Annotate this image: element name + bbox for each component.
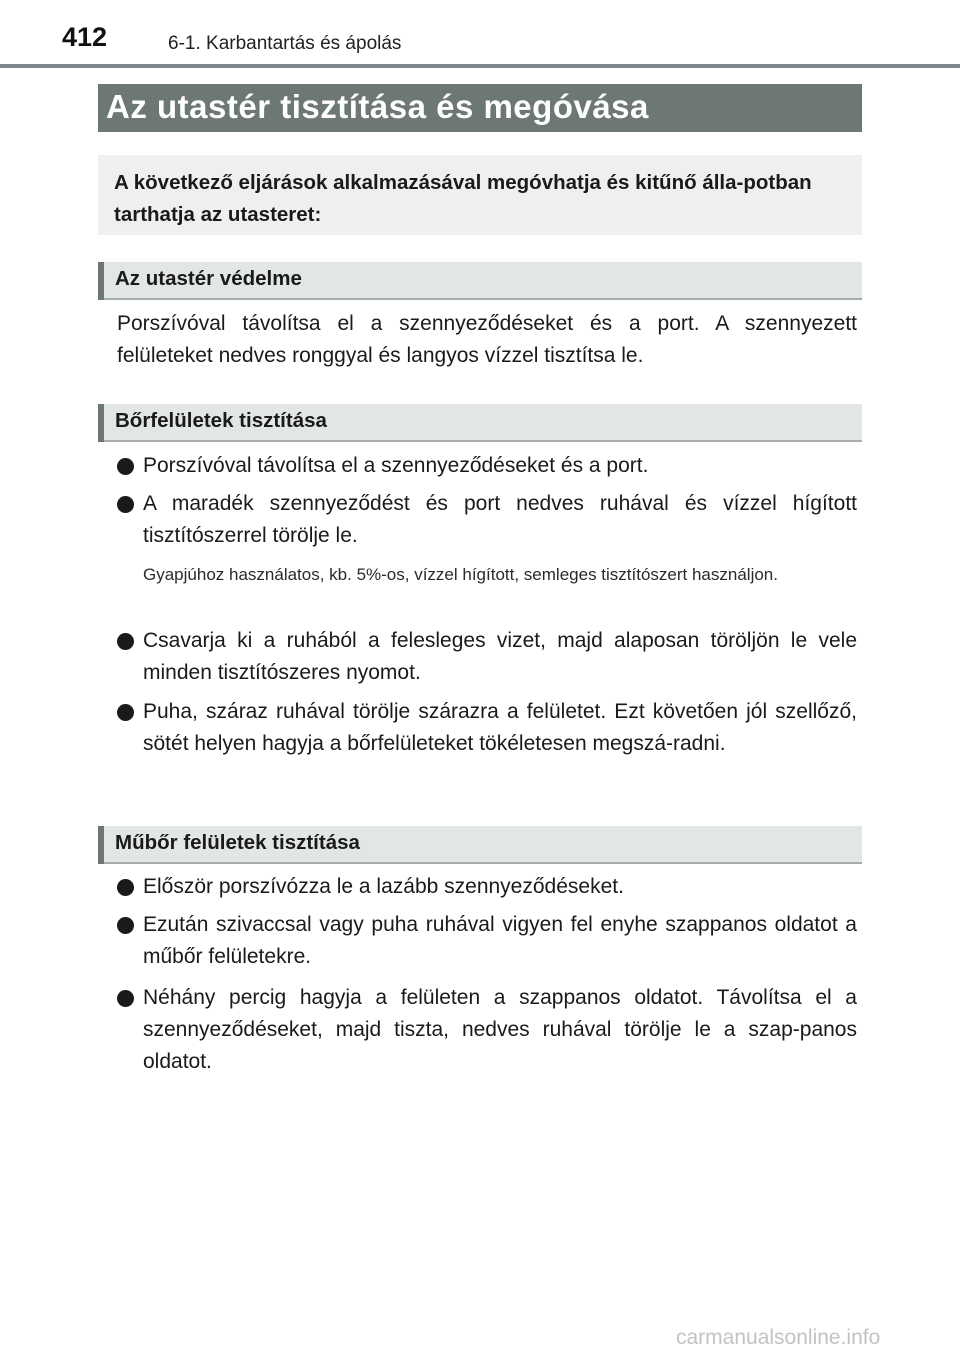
list-item-text: Ezután szivaccsal vagy puha ruhával vigyen fel enyhe szappanos oldatot a műbőr felületekre. bbox=[143, 913, 857, 968]
list-item-text: Először porszívózza le a lazább szennyeződéseket. bbox=[143, 875, 624, 898]
page-title-bar bbox=[98, 84, 862, 132]
section-heading-synthetic-leather bbox=[98, 826, 862, 864]
section-paragraph: Porszívóval távolítsa el a szennyeződéseket és a port. A szennyezett felületeket nedves ronggyal és langyos vízzel tisztítsa le. bbox=[117, 312, 857, 367]
bullet-icon bbox=[117, 704, 134, 721]
page-number: 412 bbox=[62, 22, 108, 52]
header-divider bbox=[0, 64, 960, 68]
chapter-title: 6-1. Karbantartás és ápolás bbox=[168, 33, 402, 54]
section-heading-leather bbox=[98, 404, 862, 442]
bullet-icon bbox=[117, 458, 134, 475]
bullet-icon bbox=[117, 879, 134, 896]
bullet-icon bbox=[117, 917, 134, 934]
page-header bbox=[0, 0, 960, 68]
list-item-text: Puha, száraz ruhával törölje szárazra a felületet. Ezt követően jól szellőző, sötét helyen hagyja a bőrfelületeket tökéletesen megszá-radni. bbox=[143, 700, 857, 755]
list-item bbox=[117, 450, 857, 482]
list-item-text: A maradék szennyeződést és port nedves ruhával és vízzel hígított tisztítószerrel törölje le. bbox=[143, 492, 857, 547]
watermark: carmanualsonline.info bbox=[676, 1326, 881, 1349]
intro-text: A következő eljárások alkalmazásával megóvhatja és kitűnő álla-potban tarthatja az utasteret: bbox=[114, 171, 812, 226]
note-text: Gyapjúhoz használatos, kb. 5%-os, vízzel hígított, semleges tisztítószert használjon. bbox=[143, 565, 778, 584]
list-item bbox=[117, 982, 857, 1078]
bullet-icon bbox=[117, 633, 134, 650]
list-item bbox=[117, 909, 857, 973]
list-item-text: Csavarja ki a ruhából a felesleges vizet, majd alaposan töröljön le vele minden tisztítószeres nyomot. bbox=[143, 629, 857, 684]
section-title: Műbőr felületek tisztítása bbox=[115, 831, 360, 854]
bullet-icon bbox=[117, 990, 134, 1007]
list-item bbox=[117, 871, 857, 903]
intro-box bbox=[98, 155, 862, 235]
section-title: Bőrfelületek tisztítása bbox=[115, 409, 327, 432]
list-item bbox=[117, 696, 857, 760]
list-item-text: Porszívóval távolítsa el a szennyeződéseket és a port. bbox=[143, 454, 649, 477]
list-item-text: Néhány percig hagyja a felületen a szappanos oldatot. Távolítsa el a szennyeződéseket, majd tiszta, nedves ruhával törölje le a szap-panos oldatot. bbox=[143, 986, 857, 1073]
section-title: Az utastér védelme bbox=[115, 267, 302, 290]
bullet-icon bbox=[117, 496, 134, 513]
page-title: Az utastér tisztítása és megóvása bbox=[106, 88, 649, 125]
section-heading-protection bbox=[98, 262, 862, 300]
list-item bbox=[117, 625, 857, 689]
list-item bbox=[117, 488, 857, 552]
